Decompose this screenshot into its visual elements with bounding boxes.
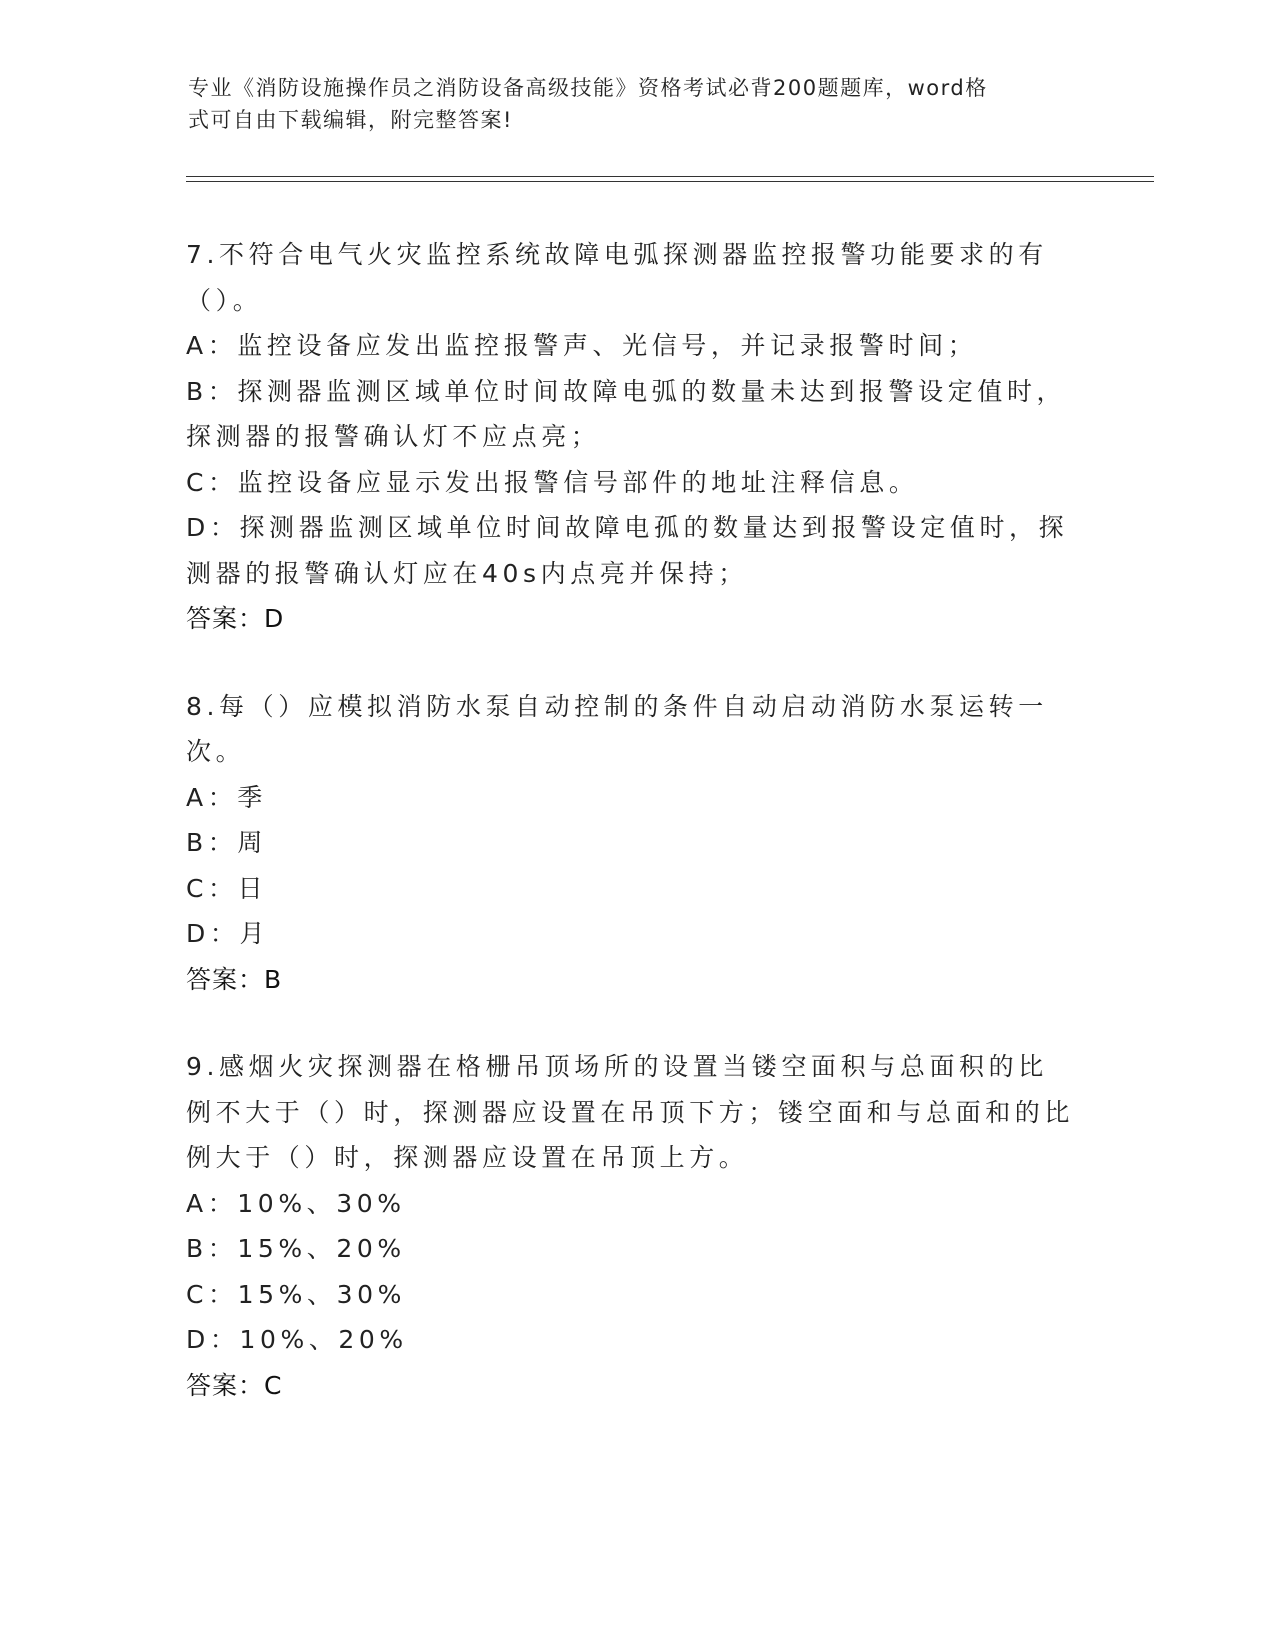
- option-c: C：监控设备应显示发出报警信号部件的地址注释信息。: [186, 467, 919, 497]
- question-stem: 8.每（）应模拟消防水泵自动控制的条件自动启动消防水泵运转一次。: [186, 691, 1048, 766]
- header-line-2: 式可自由下载编辑，附完整答案!: [188, 108, 513, 132]
- option-d: D：10%、20%: [186, 1325, 408, 1354]
- question-7: [186, 232, 1076, 642]
- question-8: [186, 684, 1076, 1003]
- answer: 答案：D: [186, 604, 285, 633]
- option-a: A：10%、30%: [186, 1188, 406, 1218]
- option-a: A：监控设备应发出监控报警声、光信号，并记录报警时间；: [186, 331, 978, 360]
- answer: 答案：B: [186, 964, 283, 994]
- header-rule-bottom: [186, 181, 1154, 182]
- option-d: D：月: [186, 919, 270, 948]
- option-c: C：日: [186, 873, 268, 903]
- option-b: B：周: [186, 828, 267, 857]
- question-9: [186, 1044, 1076, 1408]
- header-line-1: 专业《消防设施操作员之消防设备高级技能》资格考试必背200题题库，word格: [188, 76, 988, 100]
- option-a: A：季: [186, 782, 267, 812]
- option-b: B：探测器监测区域单位时间故障电弧的数量未达到报警设定值时，探测器的报警确认灯不应点亮；: [186, 376, 1067, 451]
- option-c: C：15%、30%: [186, 1279, 406, 1309]
- option-d: D：探测器监测区域单位时间故障电孤的数量达到报警设定值时，探测器的报警确认灯应在40s内点亮并保持；: [186, 513, 1069, 588]
- header-rule-top: [186, 176, 1154, 177]
- option-b: B：15%、20%: [186, 1234, 406, 1263]
- document-header: [188, 72, 1068, 136]
- answer: 答案：C: [186, 1370, 283, 1400]
- question-stem: 7.不符合电气火灾监控系统故障电弧探测器监控报警功能要求的有（）。: [186, 240, 1048, 315]
- question-stem: 9.感烟火灾探测器在格栅吊顶场所的设置当镂空面积与总面积的比例不大于（）时，探测器应设置在吊顶下方；镂空面和与总面和的比例大于（）时，探测器应设置在吊顶上方。: [186, 1052, 1075, 1172]
- question-list: [186, 232, 1076, 1450]
